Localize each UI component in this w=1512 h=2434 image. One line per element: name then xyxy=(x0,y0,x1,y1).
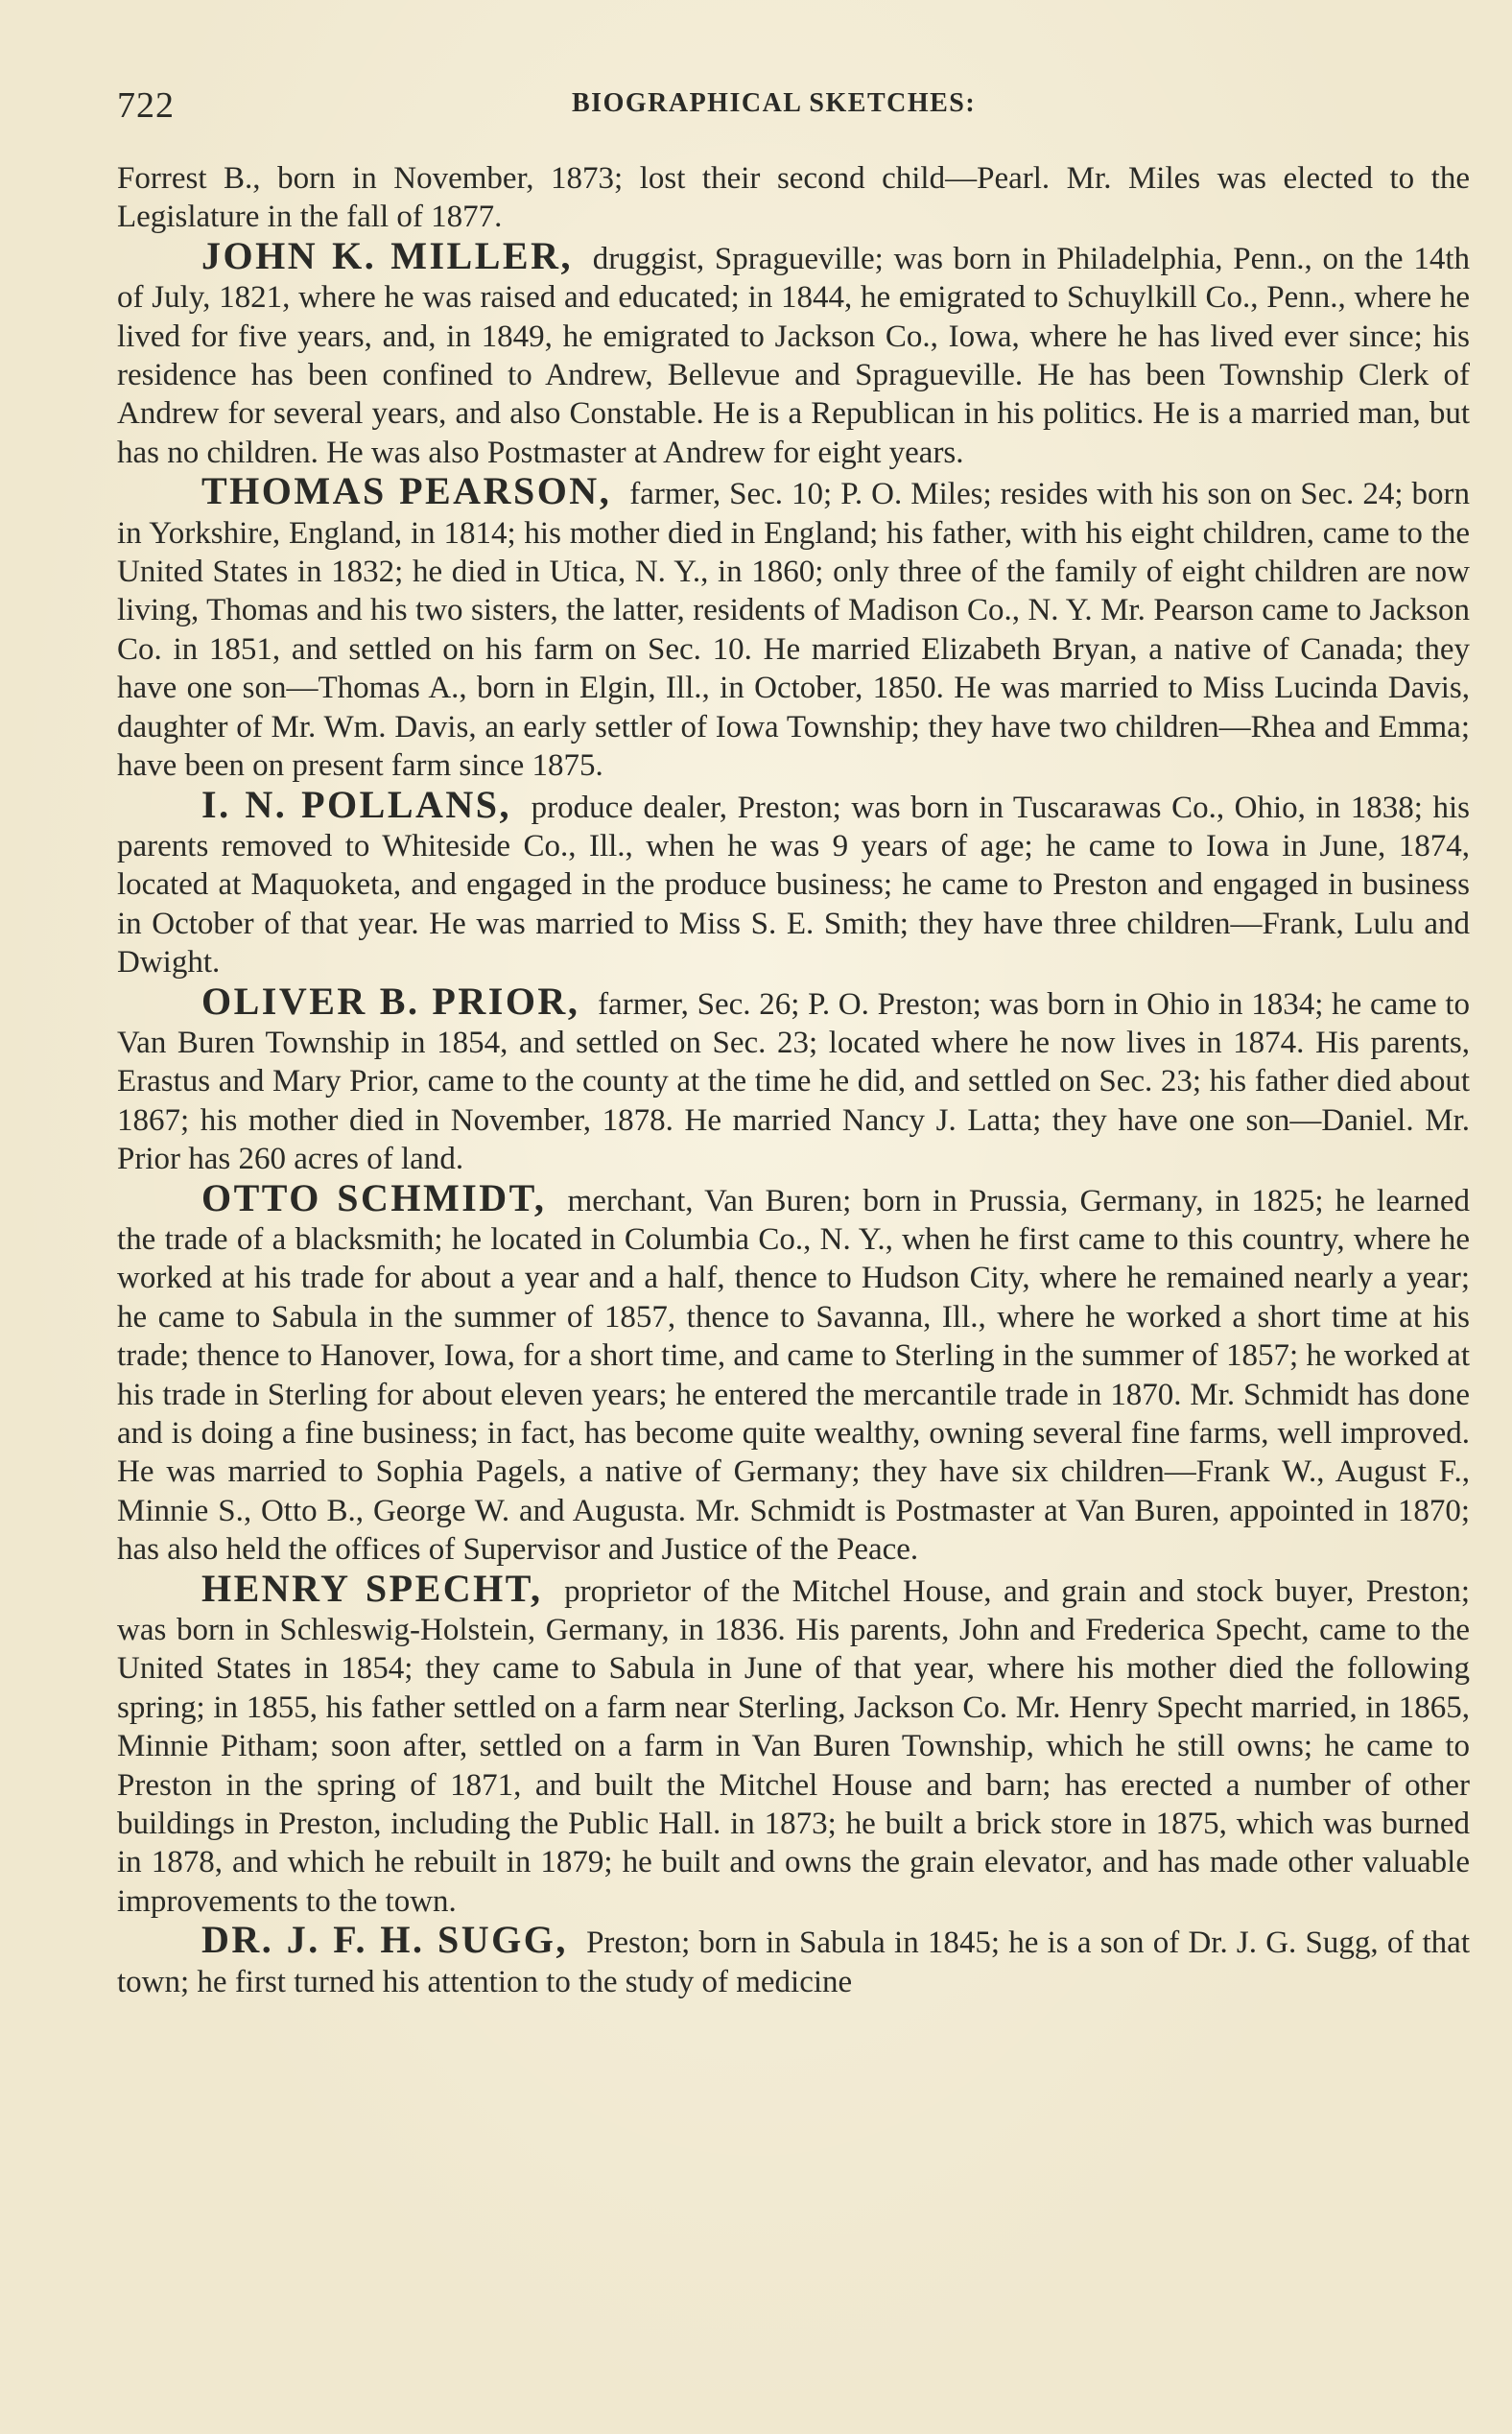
biography-name: THOMAS PEARSON, xyxy=(201,469,612,513)
page-header xyxy=(117,84,1512,132)
biography-entry xyxy=(117,1918,1470,2001)
biography-text: produce dealer, Preston; was born in Tuscarawas Co., Ohio, in 1838; his parents removed to Whiteside Co., Ill., when he was 9 years of age; he came to Iowa in June, 1874, located at Maquoketa, and engaged in the produce business; he came to Preston and engaged in business in October of that year. He was married to Miss S. E. Smith; they have three children—Frank, Lulu and Dwight. xyxy=(117,790,1470,981)
biography-text: merchant, Van Buren; born in Prussia, Germany, in 1825; he learned the trade of a blacksmith; he located in Columbia Co., N. Y., when he first came to this country, where he worked at his trade for about a year and a half, thence to Hudson City, where he remained nearly a year; he came to Sabula in the summer of 1857, thence to Savanna, Ill., where he worked a short time at his trade; thence to Hanover, Iowa, for a short time, and came to Sterling in the summer of 1857; he worked at his trade in Sterling for about eleven years; he entered the mercantile trade in 1870. Mr. Schmidt has done and is doing a fine business; in fact, has become quite wealthy, owning several fine farms, well improved. He was married to Sophia Pagels, a native of Germany; they have six children—Frank W., August F., Minnie S., Otto B., George W. and Augusta. Mr. Schmidt is Postmaster at Van Buren, appointed in 1870; has also held the offices of Supervisor and Justice of the Peace. xyxy=(117,1183,1471,1568)
paragraph-continuation xyxy=(117,159,1470,237)
running-title: BIOGRAPHICAL SKETCHES: xyxy=(572,88,977,118)
biography-text: Preston; born in Sabula in 1845; he is a son of Dr. J. G. Sugg, of that town; he first turned his attention to the study of medicine xyxy=(117,1926,1470,1999)
biography-entry xyxy=(117,979,1470,1179)
biography-entry xyxy=(117,233,1470,472)
biography-name: I. N. POLLANS, xyxy=(201,782,512,826)
biography-text: farmer, Sec. 26; P. O. Preston; was born in Ohio in 1834; he came to Van Buren Township in 1854, and settled on Sec. 23; located where he now lives in 1874. His parents, Erastus and Mary Prior, came to the county at the time he did, and settled on Sec. 23; his father died about 1867; his mother died in November, 1878. He married Nancy J. Latta; they have one son—Daniel. Mr. Prior has 260 acres of land. xyxy=(117,986,1470,1177)
biography-entry xyxy=(117,1175,1471,1570)
page-number: 722 xyxy=(117,85,175,126)
paragraph-text: Forrest B., born in November, 1873; lost their second child—Pearl. Mr. Miles was elected to the Legislature in the fall of 1877. xyxy=(117,161,1470,235)
biography-name: JOHN K. MILLER, xyxy=(201,233,573,277)
biography-text: druggist, Spragueville; was born in Philadelphia, Penn., on the 14th of July, 1821, where he was raised and educated; in 1844, he emigrated to Schuylkill Co., Penn., where he lived for five years, and, in 1849, he emigrated to Jackson Co., Iowa, where he has lived ever since; his residence has been confined to Andrew, Bellevue and Spragueville. He has been Township Clerk of Andrew for several years, and also Constable. He is a Republican in his politics. He is a married man, but has no children. He was also Postmaster at Andrew for eight years. xyxy=(117,241,1470,470)
biography-name: OTTO SCHMIDT, xyxy=(201,1175,547,1219)
biography-entry xyxy=(117,782,1470,982)
biography-text: proprietor of the Mitchel House, and grain and stock buyer, Preston; was born in Schleswig-Holstein, Germany, in 1836. His parents, John and Frederica Specht, came to the United States in 1854; they came to Sabula in June of that year, where his mother died the following spring; in 1855, his father settled on a farm near Sterling, Jackson Co. Mr. Henry Specht married, in 1865, Minnie Pitham; soon after, settled on a farm in Van Buren Township, which he still owns; he came to Preston in the spring of 1871, and built the Mitchel House and barn; has erected a number of other buildings in Preston, including the Public Hall. in 1873; he built a brick store in 1875, which was burned in 1878, and which he rebuilt in 1879; he built and owns the grain elevator, and has made other valuable improvements to the town. xyxy=(117,1573,1471,1919)
biography-text: farmer, Sec. 10; P. O. Miles; resides with his son on Sec. 24; born in Yorkshire, England, in 1814; his mother died in England; his father, with his eight children, came to the United States in 1832; he died in Utica, N. Y., in 1860; only three of the family of eight children are now living, Thomas and his two sisters, the latter, residents of Madison Co., N. Y. Mr. Pearson came to Jackson Co. in 1851, and settled on his farm on Sec. 10. He married Elizabeth Bryan, a native of Canada; they have one son—Thomas A., born in Elgin, Ill., in October, 1850. He was married to Miss Lucinda Davis, daughter of Mr. Wm. Davis, an early settler of Iowa Township; they have two children—Rhea and Emma; have been on present farm since 1875. xyxy=(117,477,1470,784)
biography-entry xyxy=(117,469,1470,785)
biography-name: HENRY SPECHT, xyxy=(201,1566,543,1610)
biography-entry xyxy=(117,1566,1471,1922)
body-text xyxy=(117,159,1470,2001)
biography-name: DR. J. F. H. SUGG, xyxy=(201,1918,568,1962)
biography-name: OLIVER B. PRIOR, xyxy=(201,979,580,1023)
